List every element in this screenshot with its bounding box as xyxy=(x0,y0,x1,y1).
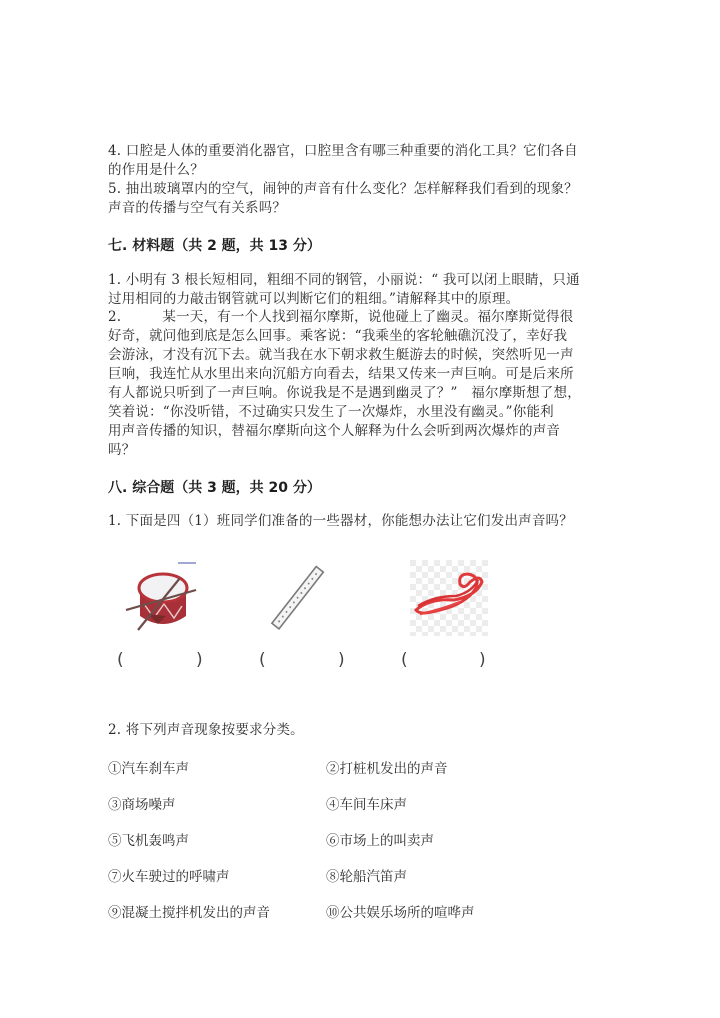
s7-question-1-line-1: 1. 小明有 3 根长短相同，粗细不同的钢管，小丽说：“ 我可以闭上眼睛，只通 xyxy=(108,272,580,288)
s7-question-2-line: 用声音传播的知识，替福尔摩斯向这个人解释为什么会听到两次爆炸的声音 xyxy=(108,423,561,439)
answer-bracket-close: ) xyxy=(196,650,203,670)
s8-question-2: 2. 将下列声音现象按要求分类。 xyxy=(108,722,304,738)
sound-option: ⑤飞机轰鸣声 xyxy=(108,833,189,849)
question-4-line-1: 4. 口腔是人体的重要消化器官，口腔里含有哪三种重要的消化工具？它们各自 xyxy=(108,143,578,159)
ruler-icon xyxy=(268,562,328,634)
drum-icon xyxy=(118,558,218,638)
sound-option: ②打桩机发出的声音 xyxy=(326,761,448,777)
sound-option: ④车间车床声 xyxy=(326,797,407,813)
question-4-line-2: 的作用是什么？ xyxy=(108,162,204,178)
s7-question-1-line-2: 过用相同的力敲击钢管就可以判断它们的粗细。”请解释其中的原理。 xyxy=(108,291,520,307)
section-8-heading: 八. 综合题（共 3 题，共 20 分） xyxy=(108,480,321,496)
s8-question-1: 1. 下面是四（1）班同学们准备的一些器材，你能想办法让它们发出声音吗？ xyxy=(108,513,573,529)
sound-option: ①汽车刹车声 xyxy=(108,761,189,777)
question-5-line-1: 5. 抽出玻璃罩内的空气，闹钟的声音有什么变化？怎样解释我们看到的现象？ xyxy=(108,181,578,197)
answer-bracket-open: ( xyxy=(117,650,124,670)
sound-option: ③商场噪声 xyxy=(108,797,176,813)
s7-question-2-line: 2. 某一天，有一个人找到福尔摩斯，说他碰上了幽灵。福尔摩斯觉得很 xyxy=(108,309,574,325)
s7-question-2-line: 笑着说：“你没听错，不过确实只发生了一次爆炸，水里没有幽灵。”你能利 xyxy=(108,404,554,420)
section-7-heading: 七. 材料题（共 2 题，共 13 分） xyxy=(108,238,321,254)
rubber-band-icon xyxy=(410,560,488,636)
question-5-line-2: 声音的传播与空气有关系吗？ xyxy=(108,200,287,216)
answer-bracket-open: ( xyxy=(401,650,408,670)
answer-bracket-close: ) xyxy=(479,650,486,670)
sound-option: ⑦火车驶过的呼啸声 xyxy=(108,869,230,885)
sound-option: ⑨混凝土搅拌机发出的声音 xyxy=(108,905,270,921)
s7-question-2-line: 有人都说只听到了一声巨响。你说我是不是遇到幽灵了？” 福尔摩斯想了想， xyxy=(108,385,581,401)
answer-bracket-open: ( xyxy=(259,650,266,670)
sound-option: ⑧轮船汽笛声 xyxy=(326,869,407,885)
sound-option: ⑥市场上的叫卖声 xyxy=(326,833,434,849)
s7-question-2-line: 巨响，我连忙从水里出来向沉船方向看去，结果又传来一声巨响。可是后来所 xyxy=(108,366,574,382)
s7-question-2-line: 吗？ xyxy=(108,442,136,458)
s7-question-2-line: 好奇，就问他到底是怎么回事。乘客说：“我乘坐的客轮触礁沉没了，幸好我 xyxy=(108,328,568,344)
answer-bracket-close: ) xyxy=(338,650,345,670)
sound-option: ⑩公共娱乐场所的喧哗声 xyxy=(326,905,475,921)
s7-question-2-line: 会游泳，才没有沉下去。就当我在水下朝求救生艇游去的时候，突然听见一声 xyxy=(108,347,574,363)
